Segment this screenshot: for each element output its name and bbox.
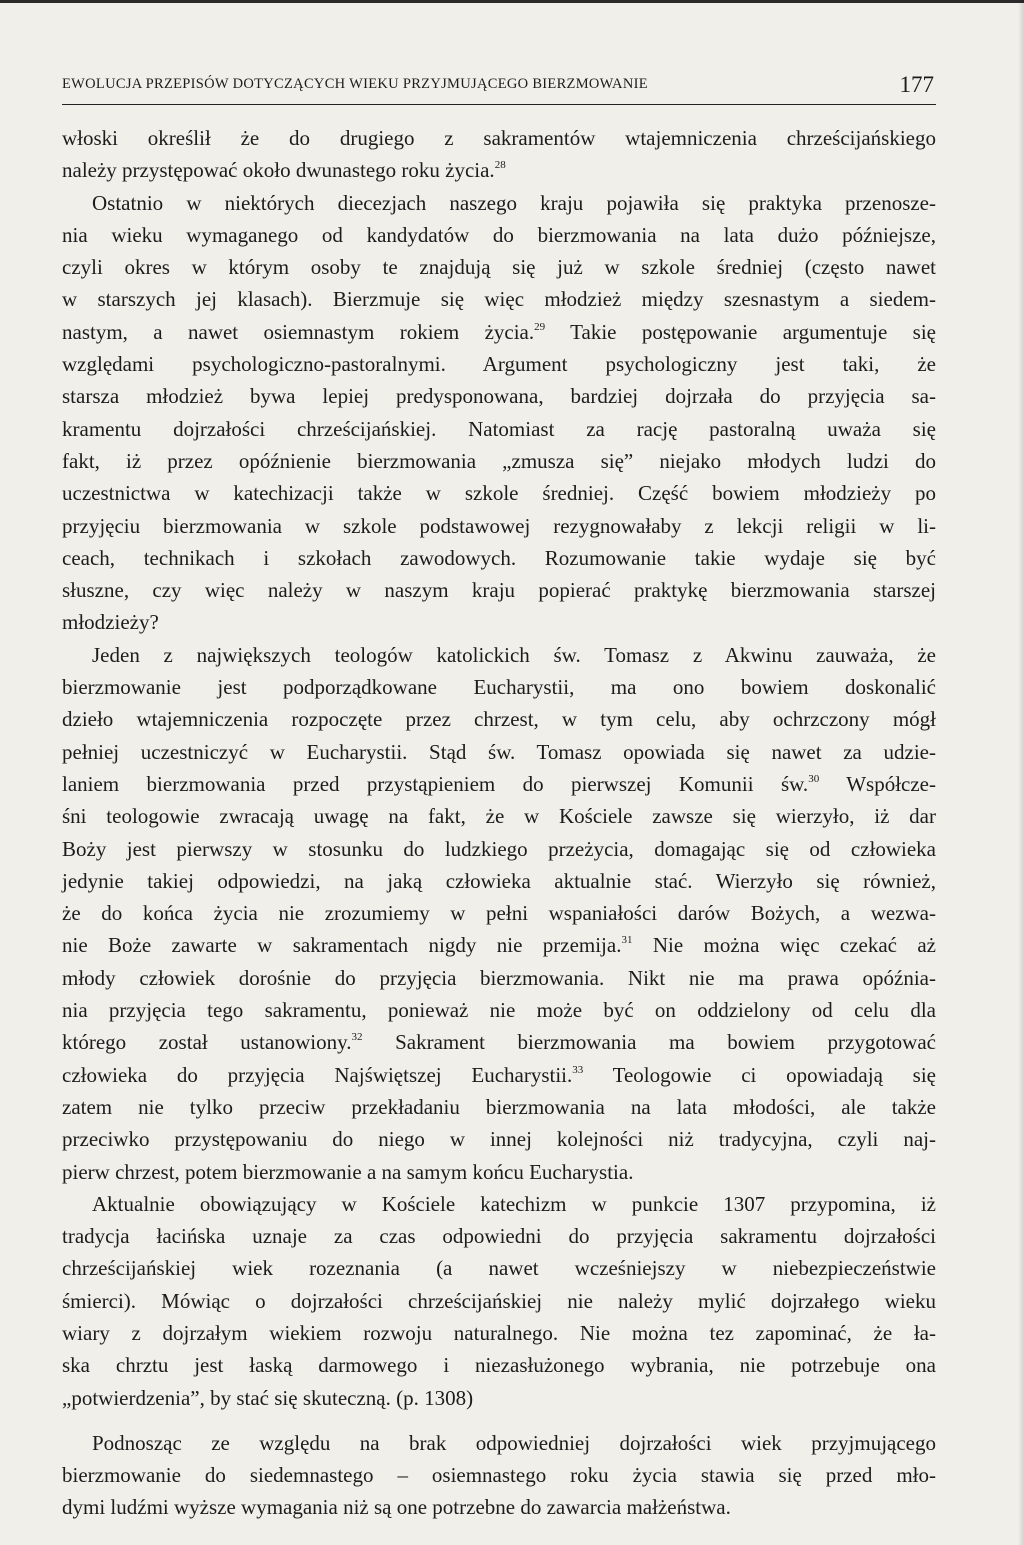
footnote-marker: 28 bbox=[494, 159, 506, 172]
text-line: uczestnictwa w katechizacji także w szkole średniej. Część bowiem młodzieży po bbox=[62, 481, 936, 506]
text-line: w starszych jej klasach). Bierzmuje się więc młodzież między szesnastym a siedem- bbox=[62, 287, 936, 312]
footnote-marker: 33 bbox=[572, 1063, 584, 1076]
text-line: bierzmowanie jest podporządkowane Eucharystii, ma ono bowiem doskonalić bbox=[62, 675, 936, 700]
text-line bbox=[62, 1026, 936, 1058]
text-line: nia przyjęcia tego sakramentu, ponieważ nie może być on oddzielony od celu dla bbox=[62, 998, 936, 1023]
text-run: Współcze- bbox=[819, 771, 936, 796]
text-line: fakt, iż przez opóźnienie bierzmowania „zmusza się” niejako młodych ludzi do bbox=[62, 448, 936, 473]
paragraph bbox=[62, 1427, 936, 1524]
running-header-title: EWOLUCJA PRZEPISÓW DOTYCZĄCYCH WIEKU PRZYJMUJĄCEGO BIERZMOWANIE bbox=[62, 76, 648, 92]
text-line: że do końca życia nie zrozumiemy w pełni wspaniałości darów Bożych, a wezwa- bbox=[62, 901, 936, 926]
text-line bbox=[62, 929, 936, 961]
text-line: chrześcijańskiej wiek rozeznania (a nawet wcześniejszy w niebezpieczeństwie bbox=[62, 1256, 936, 1281]
text-line: zatem nie tylko przeciw przekładaniu bierzmowania na lata młodości, ale także bbox=[62, 1094, 936, 1119]
text-run: nie Boże zawarte w sakramentach nigdy nie przemija. bbox=[62, 933, 622, 958]
footnote-marker: 30 bbox=[808, 772, 820, 785]
text-line: pełniej uczestniczyć w Eucharystii. Stąd św. Tomasz opowiada się nawet za udzie- bbox=[62, 739, 936, 764]
text-line: względami psychologiczno-pastoralnymi. Argument psychologiczny jest taki, że bbox=[62, 352, 936, 377]
text-line bbox=[62, 316, 936, 348]
text-line: starsza młodzież bywa lepiej predysponowana, bardziej dojrzała do przyjęcia sa- bbox=[62, 384, 936, 409]
text-run: człowieka do przyjęcia Najświętszej Eucharystii. bbox=[62, 1062, 573, 1087]
footnote-marker: 32 bbox=[351, 1031, 363, 1044]
text-line: dzieło wtajemniczenia rozpoczęte przez chrzest, w tym celu, aby ochrzczony mógł bbox=[62, 707, 936, 732]
scan-top-border bbox=[0, 0, 1024, 3]
text-run: Teologowie ci opowiadają się bbox=[583, 1062, 936, 1087]
text-line: ceach, technikach i szkołach zawodowych. Rozumowanie takie wydaje się być bbox=[62, 545, 936, 570]
text-line: dymi ludźmi wyższe wymagania niż są one potrzebne do zawarcia małżeństwa. bbox=[62, 1495, 731, 1520]
text-line: przeciwko przystępowaniu do niego w innej kolejności niż tradycyjna, czyli naj- bbox=[62, 1127, 936, 1152]
text-line: śni teologowie zwracają uwagę na fakt, że w Kościele zawsze się wierzyło, iż dar bbox=[62, 804, 936, 829]
text-line: wiary z dojrzałym wiekiem rozwoju naturalnego. Nie można tez zapominać, że ła- bbox=[62, 1320, 936, 1345]
text-line: ska chrztu jest łaską darmowego i niezasłużonego wybrania, nie potrzebuje ona bbox=[62, 1353, 936, 1378]
text-run: laniem bierzmowania przed przystąpieniem do pierwszej Komunii św. bbox=[62, 771, 809, 796]
text-line: Ostatnio w niektórych diecezjach naszego kraju pojawiła się praktyka przenosze- bbox=[92, 190, 936, 215]
scan-right-edge bbox=[1018, 0, 1024, 1545]
text-line bbox=[62, 1059, 936, 1091]
running-header bbox=[62, 70, 936, 105]
paragraph bbox=[62, 1188, 936, 1414]
text-line: „potwierdzenia”, by stać się skuteczną. (p. 1308) bbox=[62, 1385, 474, 1410]
text-run: Nie można więc czekać aż bbox=[632, 933, 936, 958]
text-run: Takie postępowanie argumentuje się bbox=[545, 319, 936, 344]
page-number: 177 bbox=[899, 72, 934, 97]
paragraph-gap bbox=[62, 1414, 936, 1427]
text-line bbox=[62, 768, 936, 800]
body-text bbox=[62, 122, 936, 1524]
text-run: nastym, a nawet osiemnastym rokiem życia. bbox=[62, 319, 535, 344]
text-line: Podnosząc ze względu na brak odpowiedniej dojrzałości wiek przyjmującego bbox=[92, 1430, 936, 1455]
text-line: młody człowiek dorośnie do przyjęcia bierzmowania. Nikt nie ma prawa opóźnia- bbox=[62, 965, 936, 990]
text-line: młodzieży? bbox=[62, 610, 159, 635]
text-line: włoski określił że do drugiego z sakramentów wtajemniczenia chrześcijańskiego bbox=[62, 126, 936, 150]
text-line: kramentu dojrzałości chrześcijańskiej. Natomiast za rację pastoralną uważa się bbox=[62, 416, 936, 441]
text-line: Aktualnie obowiązujący w Kościele katechizm w punkcie 1307 przypomina, iż bbox=[92, 1191, 936, 1216]
text-run: Sakrament bierzmowania ma bowiem przygotować bbox=[362, 1030, 936, 1055]
paragraph bbox=[62, 187, 936, 639]
text-line bbox=[62, 154, 936, 186]
text-line: tradycja łacińska uznaje za czas odpowiedni do przyjęcia sakramentu dojrzałości bbox=[62, 1224, 936, 1249]
text-line: przyjęciu bierzmowania w szkole podstawowej rezygnowałaby z lekcji religii w li- bbox=[62, 513, 936, 538]
paragraph bbox=[62, 639, 936, 1188]
text-run: należy przystępować około dwunastego roku życia. bbox=[62, 158, 495, 183]
text-line: słuszne, czy więc należy w naszym kraju popierać praktykę bierzmowania starszej bbox=[62, 578, 936, 603]
text-line: śmierci). Mówiąc o dojrzałości chrześcijańskiej nie należy mylić dojrzałego wieku bbox=[62, 1288, 936, 1313]
text-run: którego został ustanowiony. bbox=[62, 1030, 352, 1055]
text-line: bierzmowanie do siedemnastego – osiemnastego roku życia stawia się przed mło- bbox=[62, 1463, 936, 1488]
text-line: Boży jest pierwszy w stosunku do ludzkiego przeżycia, domagając się od człowieka bbox=[62, 836, 936, 861]
footnote-marker: 29 bbox=[534, 320, 546, 333]
paragraph bbox=[62, 122, 936, 187]
text-line: nia wieku wymaganego od kandydatów do bierzmowania na lata dużo późniejsze, bbox=[62, 222, 936, 247]
footnote-marker: 31 bbox=[621, 934, 633, 947]
text-line: Jeden z największych teologów katolickich św. Tomasz z Akwinu zauważa, że bbox=[92, 642, 936, 667]
text-line: czyli okres w którym osoby te znajdują się już w szkole średniej (często nawet bbox=[62, 255, 936, 280]
text-line: jedynie takiej odpowiedzi, na jaką człowieka aktualnie stać. Wierzyło się również, bbox=[62, 868, 936, 893]
text-line: pierw chrzest, potem bierzmowanie a na samym końcu Eucharystia. bbox=[62, 1159, 634, 1184]
